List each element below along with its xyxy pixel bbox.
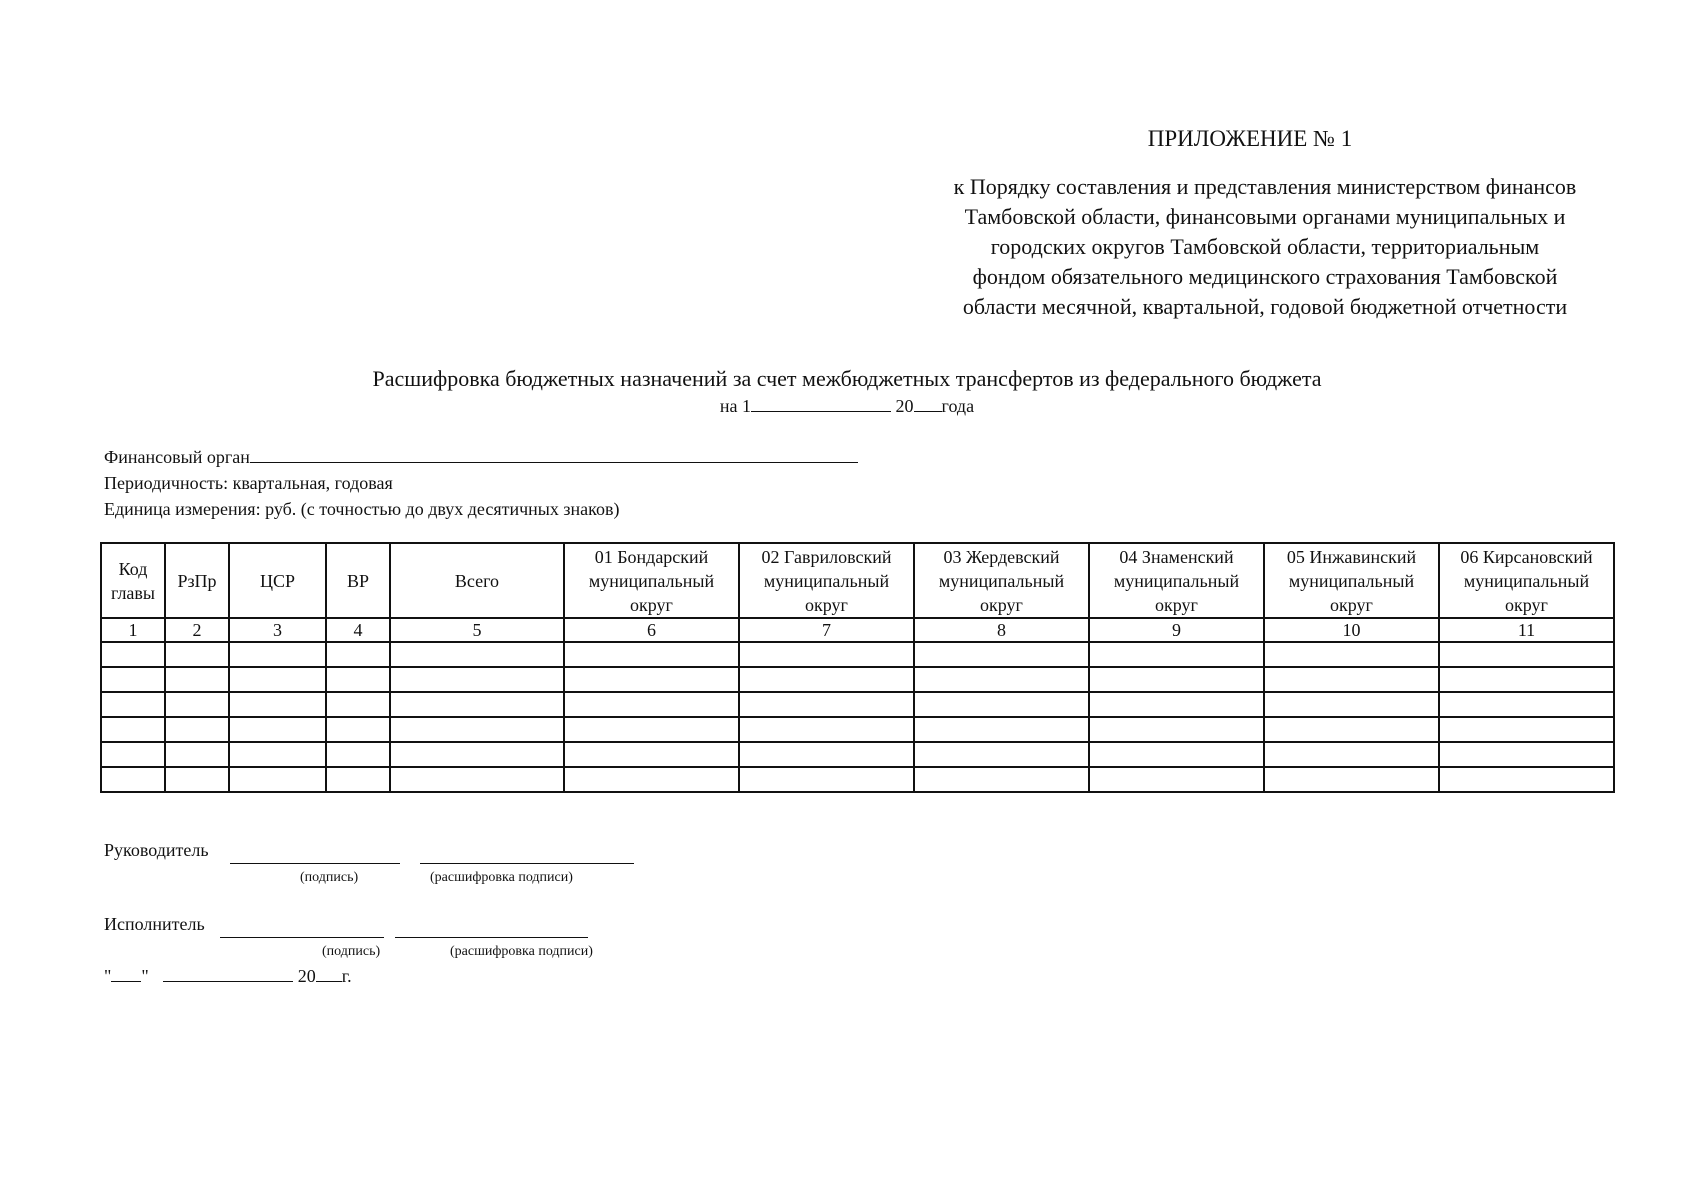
date-quote-close: " <box>141 966 149 986</box>
table-cell <box>914 692 1089 717</box>
year-blank <box>316 965 342 982</box>
table-cell <box>739 742 914 767</box>
table-cell <box>165 667 229 692</box>
table-cell <box>914 742 1089 767</box>
table-cell <box>326 767 390 792</box>
table-cell <box>564 692 739 717</box>
table-cell <box>1439 717 1614 742</box>
table-row <box>101 667 1614 692</box>
column-number: 8 <box>914 618 1089 642</box>
date-prefix: на 1 <box>719 396 752 416</box>
head-signature-line <box>230 863 400 864</box>
header-vr: ВР <box>326 543 390 618</box>
table-cell <box>165 767 229 792</box>
table-cell <box>165 742 229 767</box>
subtitle-line: городских округов Тамбовской области, территориальным <box>990 234 1540 259</box>
budget-table <box>100 542 1615 793</box>
header-total: Всего <box>390 543 564 618</box>
table-cell <box>101 767 165 792</box>
table-cell <box>101 742 165 767</box>
table-cell <box>914 717 1089 742</box>
table-cell <box>1264 642 1439 667</box>
executor-signature-caption: (подпись) <box>322 944 381 959</box>
table-cell <box>1264 742 1439 767</box>
table-cell <box>739 692 914 717</box>
table-cell <box>390 667 564 692</box>
table-cell <box>739 767 914 792</box>
table-cell <box>1089 767 1264 792</box>
head-signature-caption: (подпись) <box>300 870 359 885</box>
date-year-prefix: 20 <box>895 396 914 416</box>
table-row <box>101 642 1614 667</box>
table-cell <box>229 767 326 792</box>
table-cell <box>101 717 165 742</box>
header-code: Код главы <box>101 543 165 618</box>
signature-date <box>104 965 352 987</box>
header-district-06: 06 Кирсановский муниципальный округ <box>1439 543 1614 618</box>
financial-body <box>104 444 858 470</box>
column-number-row <box>101 618 1614 642</box>
column-number: 5 <box>390 618 564 642</box>
head-label: Руководитель <box>104 840 209 860</box>
column-number: 2 <box>165 618 229 642</box>
column-number: 1 <box>101 618 165 642</box>
table-cell <box>1264 692 1439 717</box>
table-cell <box>564 767 739 792</box>
table-cell <box>564 717 739 742</box>
table-row <box>101 717 1614 742</box>
header-district-01: 01 Бондарский муниципальный округ <box>564 543 739 618</box>
executor-signature-line <box>220 937 384 938</box>
column-number: 10 <box>1264 618 1439 642</box>
header-district-02: 02 Гавриловский муниципальный округ <box>739 543 914 618</box>
subtitle-line: Тамбовской области, финансовыми органами муниципальных и <box>964 204 1566 229</box>
document-title: Расшифровка бюджетных назначений за счет межбюджетных трансфертов из федерального бюджета <box>372 366 1322 391</box>
table-row <box>101 692 1614 717</box>
table-cell <box>390 692 564 717</box>
table-cell <box>1264 767 1439 792</box>
table-cell <box>1264 667 1439 692</box>
table-cell <box>390 742 564 767</box>
table-cell <box>739 642 914 667</box>
header-rzpr: РзПр <box>165 543 229 618</box>
table-cell <box>739 717 914 742</box>
table-cell <box>165 642 229 667</box>
subtitle-line: фондом обязательного медицинского страхования Тамбовской <box>972 264 1558 289</box>
column-number: 3 <box>229 618 326 642</box>
header-csr: ЦСР <box>229 543 326 618</box>
executor-decoding-caption: (расшифровка подписи) <box>450 944 593 959</box>
table-cell <box>1439 742 1614 767</box>
table-cell <box>229 717 326 742</box>
periodicity: Периодичность: квартальная, годовая <box>104 473 393 493</box>
table-cell <box>914 767 1089 792</box>
date-year-blank <box>914 395 942 412</box>
column-number: 7 <box>739 618 914 642</box>
table-cell <box>326 717 390 742</box>
table-cell <box>390 642 564 667</box>
table-cell <box>1439 667 1614 692</box>
table-cell <box>1089 692 1264 717</box>
table-cell <box>1439 767 1614 792</box>
table-cell <box>914 667 1089 692</box>
table-cell <box>229 692 326 717</box>
subtitle-line: области месячной, квартальной, годовой бюджетной отчетности <box>962 294 1568 319</box>
table-cell <box>229 642 326 667</box>
table-cell <box>326 642 390 667</box>
column-number: 9 <box>1089 618 1264 642</box>
table-cell <box>326 742 390 767</box>
date-year-prefix: 20 <box>297 966 316 986</box>
executor-label: Исполнитель <box>104 914 205 934</box>
table-cell <box>229 742 326 767</box>
table-cell <box>326 667 390 692</box>
table-cell <box>101 692 165 717</box>
executor-decoding-line <box>395 937 588 938</box>
header-district-03: 03 Жердевский муниципальный округ <box>914 543 1089 618</box>
table-cell <box>229 667 326 692</box>
table-cell <box>1439 692 1614 717</box>
appendix-subtitle <box>905 172 1625 322</box>
appendix-title: ПРИЛОЖЕНИЕ № 1 <box>1147 126 1353 151</box>
header-row <box>101 543 1614 618</box>
column-number: 4 <box>326 618 390 642</box>
table-cell <box>1264 717 1439 742</box>
table-cell <box>1089 742 1264 767</box>
table-cell <box>101 667 165 692</box>
date-suffix: года <box>941 396 975 416</box>
table-cell <box>165 717 229 742</box>
table-cell <box>390 717 564 742</box>
document-date <box>0 395 1694 417</box>
table-cell <box>1089 642 1264 667</box>
unit-of-measure: Единица измерения: руб. (с точностью до двух десятичных знаков) <box>104 499 620 519</box>
table-cell <box>326 692 390 717</box>
date-quote-open: " <box>104 966 112 986</box>
table-cell <box>1089 717 1264 742</box>
date-blank <box>751 395 891 412</box>
month-blank <box>163 965 293 982</box>
table-cell <box>564 667 739 692</box>
financial-body-label: Финансовый орган <box>104 447 250 467</box>
table-cell <box>101 642 165 667</box>
table-row <box>101 767 1614 792</box>
table-cell <box>165 692 229 717</box>
table-cell <box>564 642 739 667</box>
table-cell <box>564 742 739 767</box>
financial-body-blank <box>250 444 858 463</box>
table-cell <box>1089 667 1264 692</box>
column-number: 6 <box>564 618 739 642</box>
table-cell <box>914 642 1089 667</box>
day-blank <box>111 965 141 982</box>
head-decoding-caption: (расшифровка подписи) <box>430 870 573 885</box>
subtitle-line: к Порядку составления и представления министерством финансов <box>953 174 1577 199</box>
header-district-05: 05 Инжавинский муниципальный округ <box>1264 543 1439 618</box>
table-row <box>101 742 1614 767</box>
date-year-suffix: г. <box>341 966 352 986</box>
header-district-04: 04 Знаменский муниципальный округ <box>1089 543 1264 618</box>
head-decoding-line <box>420 863 634 864</box>
meta-block <box>104 444 858 522</box>
column-number: 11 <box>1439 618 1614 642</box>
table-cell <box>390 767 564 792</box>
table-cell <box>1439 642 1614 667</box>
table-cell <box>739 667 914 692</box>
